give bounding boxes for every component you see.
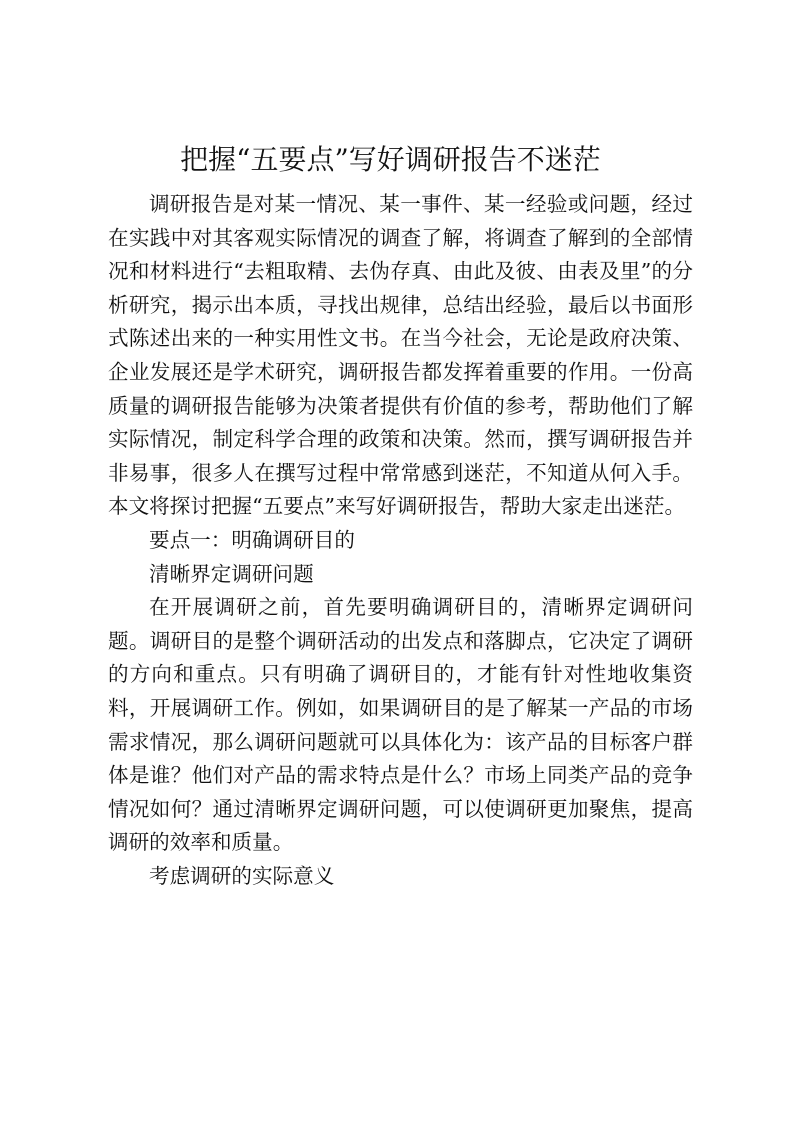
document-page xyxy=(108,140,693,893)
document-title: 把握“五要点”写好调研报告不迷茫 xyxy=(180,143,601,176)
subsection-practical-significance-heading: 考虑调研的实际意义 xyxy=(149,863,335,888)
subsection-define-question-body: 在开展调研之前，首先要明确调研目的，清晰界定调研问题。调研目的是整个调研活动的出发点和落脚点，它决定了调研的方向和重点。只有明确了调研目的，才能有针对性地收集资料，开展调研工作。例如，如果调研目的是了解某一产品的市场需求情况，那么调研问题就可以具体化为：该产品的目标客户群体是谁？他们对产品的需求特点是什么？市场上同类产品的竞争情况如何？通过清晰界定调研问题，可以使调研更加聚焦，提高调研的效率和质量。 xyxy=(108,595,693,855)
intro-paragraph: 调研报告是对某一情况、某一事件、某一经验或问题，经过在实践中对其客观实际情况的调查了解，将调查了解到的全部情况和材料进行“去粗取精、去伪存真、由此及彼、由表及里”的分析研究，揭示出本质，寻找出规律，总结出经验，最后以书面形式陈述出来的一种实用性文书。在当今社会，无论是政府决策、企业发展还是学术研究，调研报告都发挥着重要的作用。一份高质量的调研报告能够为决策者提供有价值的参考，帮助他们了解实际情况，制定科学合理的政策和决策。然而，撰写调研报告并非易事，很多人在撰写过程中常常感到迷茫，不知道从何入手。本文将探讨把握“五要点”来写好调研报告，帮助大家走出迷茫。 xyxy=(108,192,693,519)
subsection-define-question-heading: 清晰界定调研问题 xyxy=(149,561,314,586)
point-one-heading: 要点一：明确调研目的 xyxy=(149,527,355,552)
